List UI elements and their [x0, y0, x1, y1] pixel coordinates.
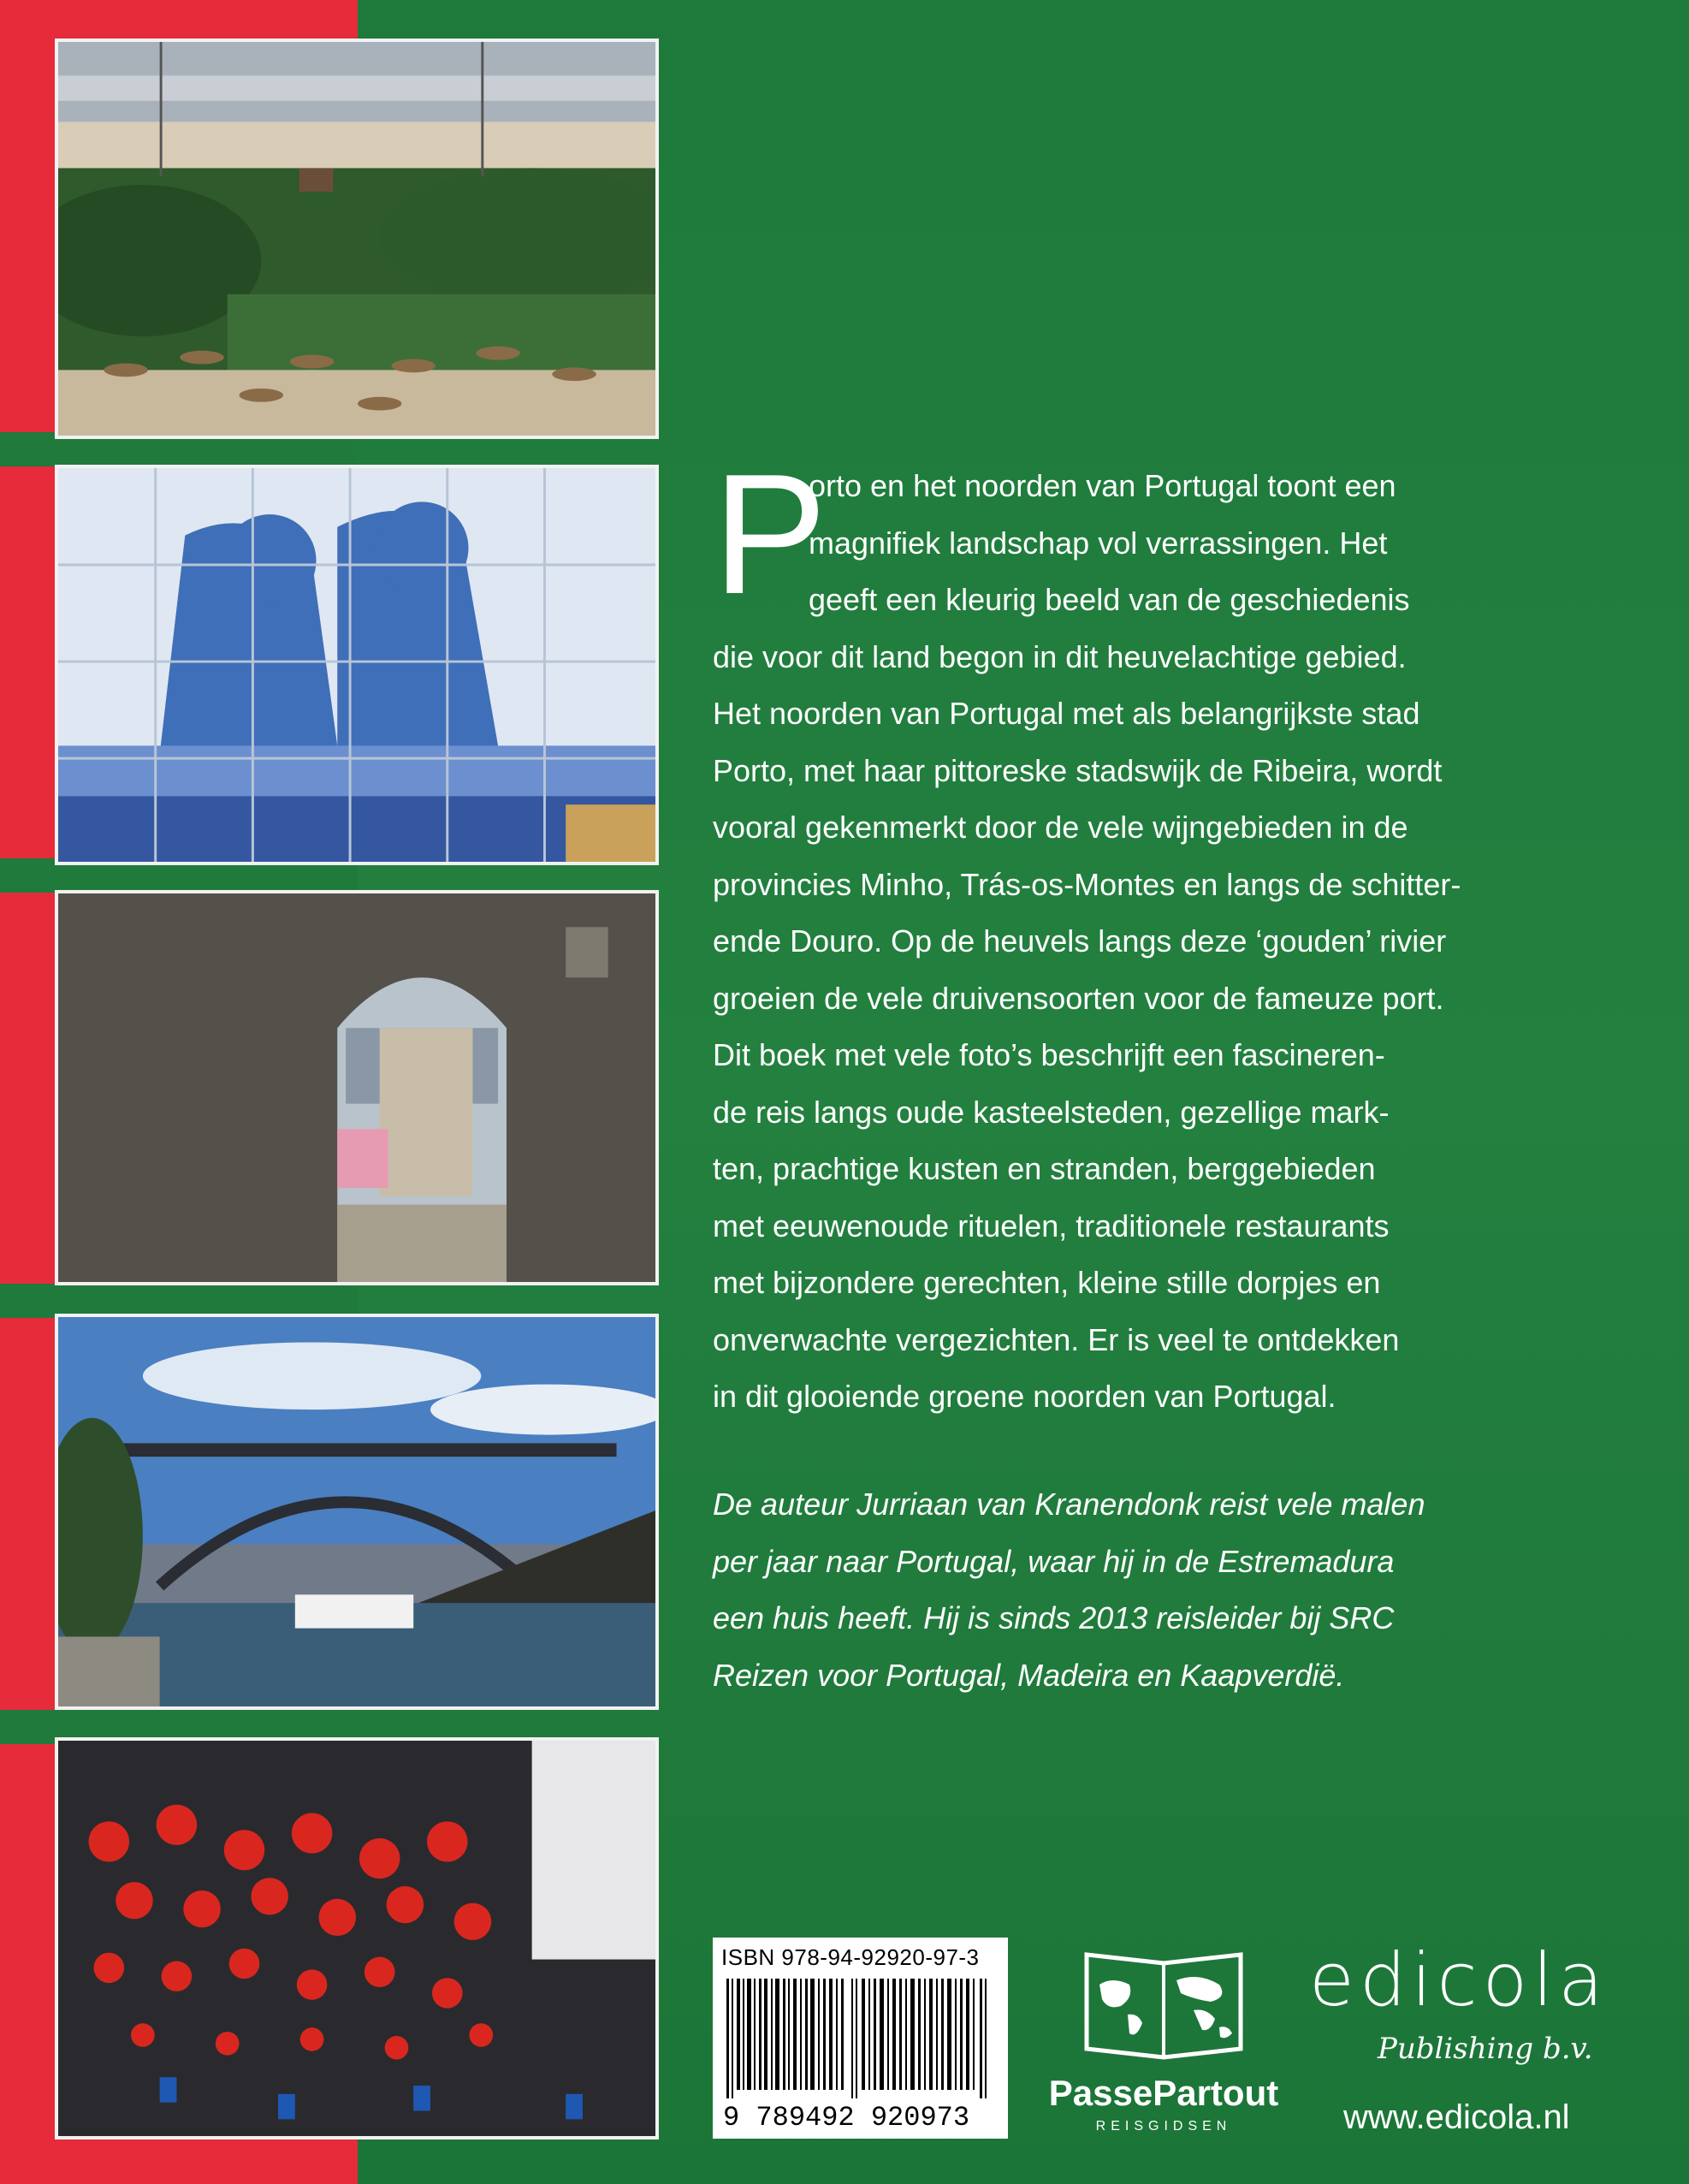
- intro-line: vooral gekenmerkt door de vele wijngebieden in de: [713, 810, 1408, 845]
- intro-line: ten, prachtige kusten en stranden, berggebieden: [713, 1151, 1376, 1186]
- intro-line: Porto, met haar pittoreske stadswijk de Ribeira, wordt: [713, 752, 1443, 788]
- edicola-subtitle: Publishing b.v.: [1378, 2032, 1593, 2066]
- intro-line: Het noorden van Portugal met als belangrijkste stad: [713, 696, 1420, 731]
- photo-azulejo-tiles: [55, 465, 659, 865]
- intro-line: onverwachte vergezichten. Er is veel te ontdekken: [713, 1321, 1400, 1357]
- photo-beach-resort: [55, 39, 659, 439]
- passepartout-logo: [1027, 1938, 1301, 2151]
- intro-line: magnifiek landschap vol verrassingen. Het: [809, 525, 1388, 561]
- barcode-number: 9 789492 920973: [723, 2102, 970, 2134]
- intro-text-block: [713, 439, 1620, 1426]
- edicola-name: edicola: [1309, 1938, 1609, 2023]
- photo-porto-bridge: [55, 1314, 659, 1710]
- intro-line: provincies Minho, Trás-os-Montes en langs de schitter-: [713, 866, 1461, 902]
- photo-barcelos-roosters: [55, 1737, 659, 2139]
- bio-line: Reizen voor Portugal, Madeira en Kaapverdië.: [713, 1657, 1345, 1693]
- photo-stone-archway: [55, 890, 659, 1285]
- intro-line: de reis langs oude kasteelsteden, gezellige mark-: [713, 1094, 1390, 1130]
- passepartout-subtitle: REISGIDSEN: [1095, 2119, 1232, 2134]
- intro-line: Dit boek met vele foto’s beschrijft een fascineren-: [713, 1037, 1385, 1072]
- intro-paragraph: [713, 439, 1620, 1426]
- passepartout-name: PassePartout: [1048, 2073, 1279, 2113]
- barcode-icon: [723, 1979, 997, 2098]
- intro-line: ende Douro. Op de heuvels langs deze ‘gouden’ rivier: [713, 923, 1447, 958]
- bio-line: een huis heeft. Hij is sinds 2013 reisleider bij SRC: [713, 1600, 1395, 1635]
- open-book-map-icon: [1027, 1938, 1301, 2066]
- bio-line: De auteur Jurriaan van Kranendonk reist vele malen: [713, 1487, 1425, 1522]
- bio-line: per jaar naar Portugal, waar hij in de Estremadura: [713, 1543, 1395, 1579]
- dropcap-letter: P: [713, 439, 827, 630]
- edicola-logo: [1309, 1938, 1668, 2160]
- intro-line: groeien de vele druivensoorten voor de fameuze port.: [713, 980, 1444, 1016]
- green-divider: [0, 1284, 358, 1318]
- intro-line: geeft een kleurig beeld van de geschiedenis: [809, 582, 1410, 617]
- intro-line: die voor dit land begon in dit heuvelachtige gebied.: [713, 638, 1407, 674]
- intro-line: met bijzondere gerechten, kleine stille dorpjes en: [713, 1265, 1381, 1300]
- intro-line: in dit glooiende groene noorden van Portugal.: [713, 1379, 1336, 1414]
- isbn-barcode-box: [713, 1938, 1008, 2139]
- intro-line: met eeuwenoude rituelen, traditionele restaurants: [713, 1208, 1390, 1243]
- isbn-label: ISBN 978-94-92920-97-3: [721, 1944, 980, 1970]
- intro-line: orto en het noorden van Portugal toont een: [809, 468, 1396, 503]
- author-bio: [713, 1476, 1620, 1704]
- edicola-url[interactable]: www.edicola.nl: [1343, 2098, 1570, 2136]
